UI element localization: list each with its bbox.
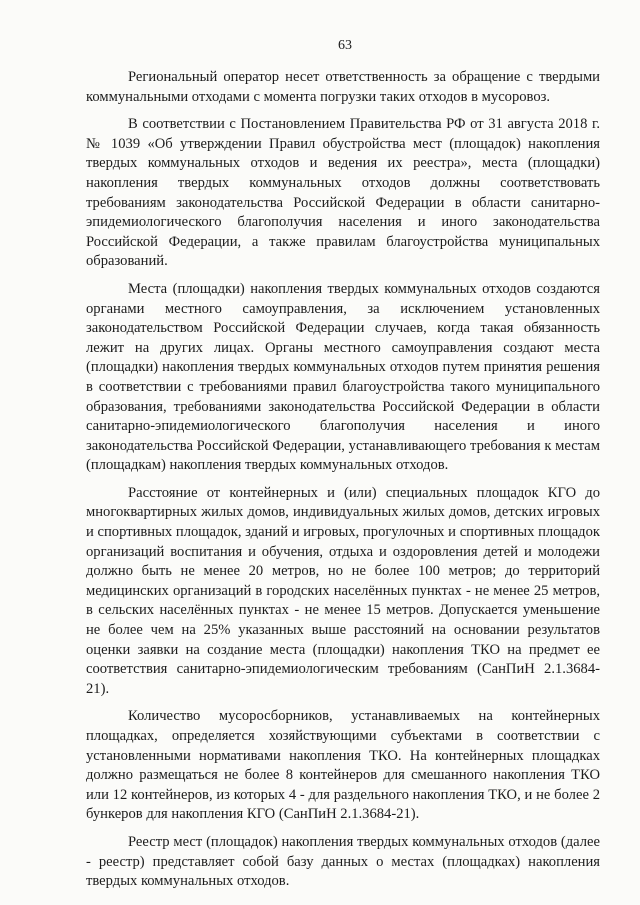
paragraph-gap	[86, 699, 600, 707]
paragraph-distance-requirements: Расстояние от контейнерных и (или) специальных площадок КГО до многоквартирных жилых домов, индивидуальных жилых домов, детских игровых и спортивных площадок, зданий и игровых, прогулочных и спортивных площадок организаций воспитания и обучения, отдыха и оздоровления детей и молодежи должно быть не менее 20 метров, но не более 100 метров; до территорий медицинских организаций в городских населённых пунктах - не менее 25 метров, в сельских населённых пунктах - не менее 15 метров. Допускается уменьшение не более чем на 25% указанных выше расстояний на основании результатов оценки заявки на создание места (площадки) накопления ТКО на предмет ее соответствия санитарно-эпидемиологическим требованиям (СанПиН 2.1.3684-21).	[86, 484, 600, 697]
paragraph-registry: Реестр мест (площадок) накопления твердых коммунальных отходов (далее - реестр) представляет собой базу данных о местах (площадках) накопления твердых коммунальных отходов.	[86, 833, 600, 890]
page-number: 63	[338, 38, 352, 53]
paragraph-gap	[86, 825, 600, 833]
paragraph-gap	[86, 476, 600, 484]
paragraph-container-count: Количество мусоросборников, устанавливаемых на контейнерных площадках, определяется хозяйствующими субъектами в соответствии с установленными нормативами накопления ТКО. На контейнерных площадках должно размещаться не более 8 контейнеров для смешанного накопления ТКО или 12 контейнеров, из которых 4 - для раздельного накопления ТКО, и не более 2 бункеров для накопления КГО (СанПиН 2.1.3684-21).	[86, 708, 600, 823]
paragraph-local-government: Места (площадки) накопления твердых коммунальных отходов создаются органами местного самоуправления, за исключением установленных законодательством Российской Федерации случаев, когда такая обязанность лежит на других лицах. Органы местного самоуправления создают места (площадки) накопления твердых коммунальных отходов путем принятия решения в соответствии с требованиями правил благоустройства такого муниципального образования, требованиями законодательства Российской Федерации в области санитарно-эпидемиологического благополучия населения и иного законодательства Российской Федерации, устанавливающего требования к местам (площадкам) накопления твердых коммунальных отходов.	[86, 280, 600, 474]
paragraph-gap	[86, 107, 600, 115]
paragraph-government-decree: В соответствии с Постановлением Правительства РФ от 31 августа 2018 г. № 1039 «Об утверждении Правил обустройства мест (площадок) накопления твердых коммунальных отходов и ведения их реестра», места (площадки) накопления твердых коммунальных отходов должны соответствовать требованиям законодательства Российской Федерации в области санитарно-эпидемиологического благополучия населения и иного законодательства Российской Федерации, а также правилам благоустройства муниципальных образований.	[86, 116, 600, 270]
paragraph-operator-responsibility: Региональный оператор несет ответственность за обращение с твердыми коммунальными отходами с момента погрузки таких отходов в мусоровоз.	[86, 69, 600, 105]
paragraph-gap	[86, 272, 600, 280]
